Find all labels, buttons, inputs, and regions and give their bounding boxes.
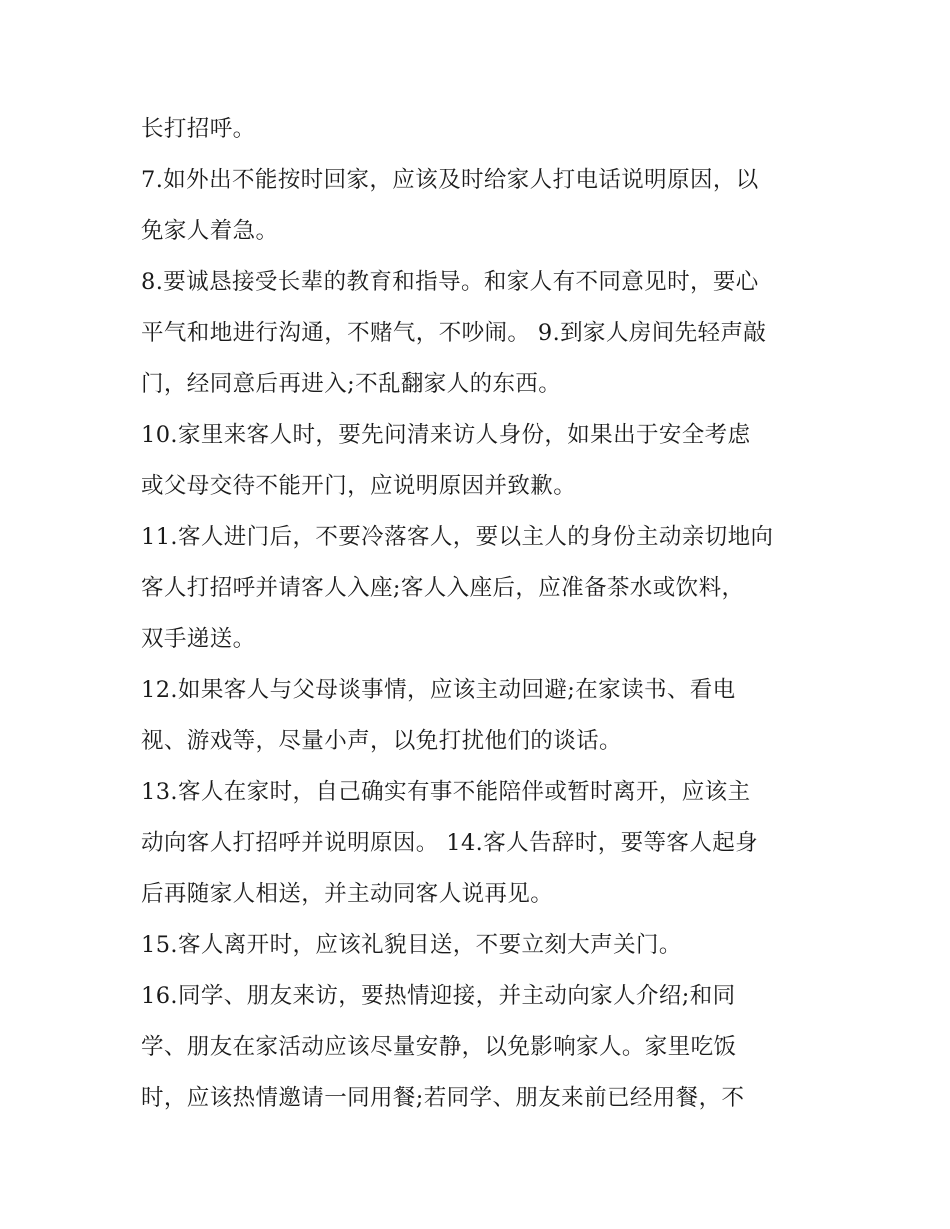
text-line: 门，经同意后再进入;不乱翻家人的东西。: [141, 371, 562, 397]
text-line: 7.如外出不能按时回家，应该及时给家人打电话说明原因，以: [141, 167, 759, 193]
text-line: 时，应该热情邀请一同用餐;若同学、朋友来前已经用餐，不: [141, 1085, 745, 1111]
text-line: 双手递送。: [141, 626, 256, 652]
text-line: 15.客人离开时，应该礼貌目送，不要立刻大声关门。: [141, 932, 682, 958]
text-line: 10.家里来客人时，要先问清来访人身份，如果出于安全考虑: [141, 422, 751, 448]
text-line: 视、游戏等，尽量小声，以免打扰他们的谈话。: [141, 728, 622, 754]
text-line: 13.客人在家时，自己确实有事不能陪伴或暂时离开，应该主: [141, 779, 751, 805]
text-line: 11.客人进门后，不要冷落客人，要以主人的身份主动亲切地向: [141, 524, 774, 550]
text-line: 后再随家人相送，并主动同客人说再见。: [141, 881, 554, 907]
text-line: 客人打招呼并请客人入座;客人入座后，应准备茶水或饮料，: [141, 575, 745, 601]
text-line: 免家人着急。: [141, 218, 279, 244]
text-line: 平气和地进行沟通，不赌气，不吵闹。 9.到家人房间先轻声敲: [141, 320, 767, 346]
text-line: 16.同学、朋友来访，要热情迎接，并主动向家人介绍;和同: [141, 983, 736, 1009]
text-line: 8.要诚恳接受长辈的教育和指导。和家人有不同意见时，要心: [141, 269, 759, 295]
text-line: 学、朋友在家活动应该尽量安静，以免影响家人。家里吃饭: [141, 1034, 737, 1060]
body-text: [141, 104, 821, 1124]
text-line: 12.如果客人与父母谈事情，应该主动回避;在家读书、看电: [141, 677, 736, 703]
text-line: 动向客人打招呼并说明原因。 14.客人告辞时，要等客人起身: [141, 830, 759, 856]
text-line: 或父母交待不能开门，应说明原因并致歉。: [141, 473, 577, 499]
text-line: 长打招呼。: [141, 116, 256, 142]
